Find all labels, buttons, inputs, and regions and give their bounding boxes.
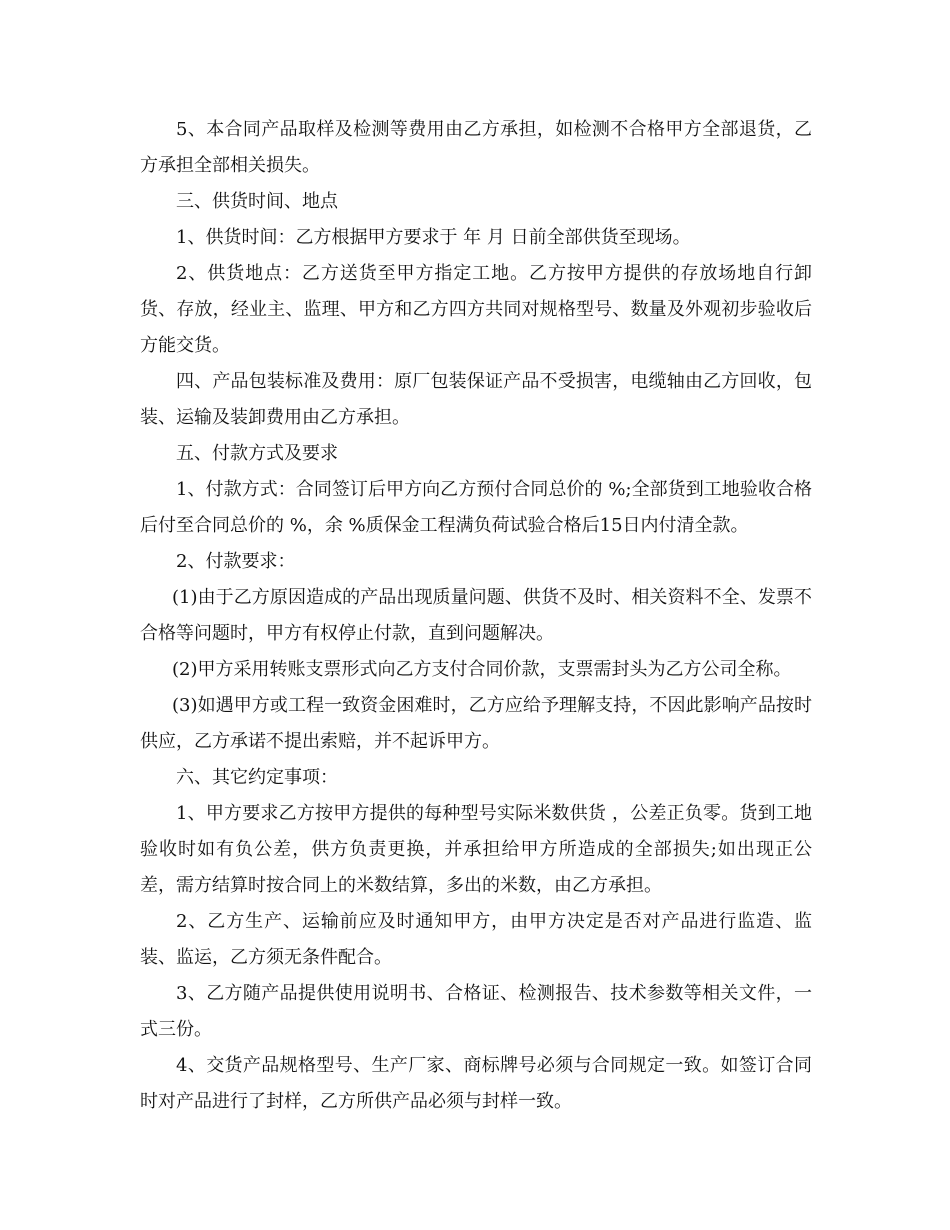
clause-5-sampling-cost: 5、本合同产品取样及检测等费用由乙方承担，如检测不合格甲方全部退货，乙方承担全部相关损失。: [140, 119, 812, 176]
section-3-heading: 三、供货时间、地点: [176, 191, 338, 212]
clause-product-conformity: 4、交货产品规格型号、生产厂家、商标牌号必须与合同规定一致。如签订合同时对产品进行了封样，乙方所供产品必须与封样一致。: [140, 1055, 812, 1112]
clause-production-notice: 2、乙方生产、运输前应及时通知甲方，由甲方决定是否对产品进行监造、监装、监运，乙方须无条件配合。: [140, 911, 812, 968]
clause-supply-time: 1、供货时间：乙方根据甲方要求于 年 月 日前全部供货至现场。: [176, 227, 691, 248]
clause-documentation: 3、乙方随产品提供使用说明书、合格证、检测报告、技术参数等相关文件，一式三份。: [140, 983, 812, 1040]
document-body: [140, 112, 812, 1120]
payment-requirement-1: (1)由于乙方原因造成的产品出现质量问题、供货不及时、相关资料不全、发票不合格等问题时，甲方有权停止付款，直到问题解决。: [140, 587, 812, 644]
section-4-packaging: 四、产品包装标准及费用：原厂包装保证产品不受损害，电缆轴由乙方回收，包装、运输及装卸费用由乙方承担。: [140, 371, 812, 428]
clause-payment-method: 1、付款方式：合同签订后甲方向乙方预付合同总价的 %;全部货到工地验收合格后付至合同总价的 %，余 %质保金工程满负荷试验合格后15日内付清全款。: [140, 479, 812, 536]
payment-requirement-3: (3)如遇甲方或工程一致资金困难时，乙方应给予理解支持，不因此影响产品按时供应，乙方承诺不提出索赔，并不起诉甲方。: [140, 695, 812, 752]
section-6-heading: 六、其它约定事项：: [176, 767, 338, 788]
payment-requirement-2: (2)甲方采用转账支票形式向乙方支付合同价款，支票需封头为乙方公司全称。: [172, 659, 792, 680]
clause-payment-requirements: 2、付款要求：: [176, 551, 296, 572]
clause-supply-location: 2、供货地点：乙方送货至甲方指定工地。乙方按甲方提供的存放场地自行卸货、存放，经业主、监理、甲方和乙方四方共同对规格型号、数量及外观初步验收后方能交货。: [140, 263, 812, 356]
section-5-heading: 五、付款方式及要求: [176, 443, 338, 464]
clause-quantity-tolerance: 1、甲方要求乙方按甲方提供的每种型号实际米数供货 ，公差正负零。货到工地验收时如有负公差，供方负责更换，并承担给甲方所造成的全部损失;如出现正公差，需方结算时按合同上的米数结算，多出的米数，由乙方承担。: [140, 803, 812, 896]
